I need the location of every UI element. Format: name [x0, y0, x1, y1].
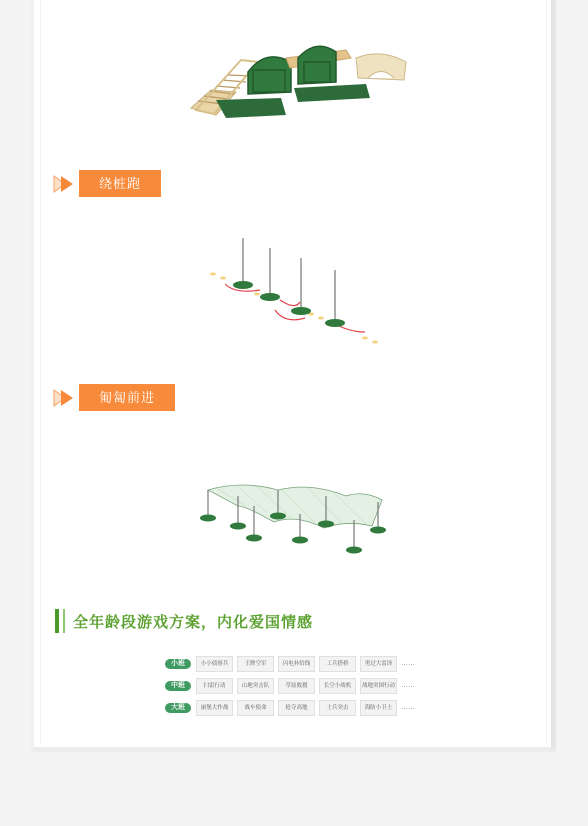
section-tag-2	[53, 384, 175, 411]
plan-row	[165, 656, 415, 672]
game-plan-table	[165, 656, 415, 722]
grade-badge: 大班	[165, 703, 191, 713]
heading-text: 全年龄段游戏方案，内化爱国情感	[73, 613, 314, 631]
slalom-poles-illustration	[205, 232, 385, 350]
section-tag-1	[53, 170, 161, 197]
game-chip: 闪电补给线	[278, 656, 315, 672]
heading-accent-bar-light	[63, 609, 65, 633]
tunnel-ladder-illustration	[186, 40, 411, 120]
more-ellipsis: ……	[401, 704, 415, 711]
game-chip: 山地突击队	[237, 678, 274, 694]
game-chip: 扫雷行动	[196, 678, 233, 694]
play-arrow-icon	[53, 175, 75, 193]
game-chip: 长空小战机	[319, 678, 356, 694]
plan-row	[165, 700, 415, 716]
play-arrow-icon	[53, 389, 75, 407]
game-chip: 丽堡大作战	[196, 700, 233, 716]
game-chip: 海防小卫士	[360, 700, 397, 716]
section-heading	[55, 609, 313, 633]
game-chip: 草原救援	[278, 678, 315, 694]
game-chip: 王牌空军	[237, 656, 274, 672]
section-label: 匍匐前进	[79, 384, 175, 411]
more-ellipsis: ……	[401, 682, 415, 689]
crawl-net-illustration	[196, 476, 392, 558]
grade-badge: 中班	[165, 681, 191, 691]
section-label: 绕桩跑	[79, 170, 161, 197]
game-chip: 战地突围行动	[360, 678, 397, 694]
grade-badge: 小班	[165, 659, 191, 669]
game-chip: 工兵搭桥	[319, 656, 356, 672]
plan-row	[165, 678, 415, 694]
heading-accent-bar	[55, 609, 59, 633]
game-chip: 战车使命	[237, 700, 274, 716]
game-chip: 勇过大雷泽	[360, 656, 397, 672]
game-chip: 抢夺高地	[278, 700, 315, 716]
more-ellipsis: ……	[401, 660, 415, 667]
game-chip: 小小侦察兵	[196, 656, 233, 672]
game-chip: 士兵突击	[319, 700, 356, 716]
